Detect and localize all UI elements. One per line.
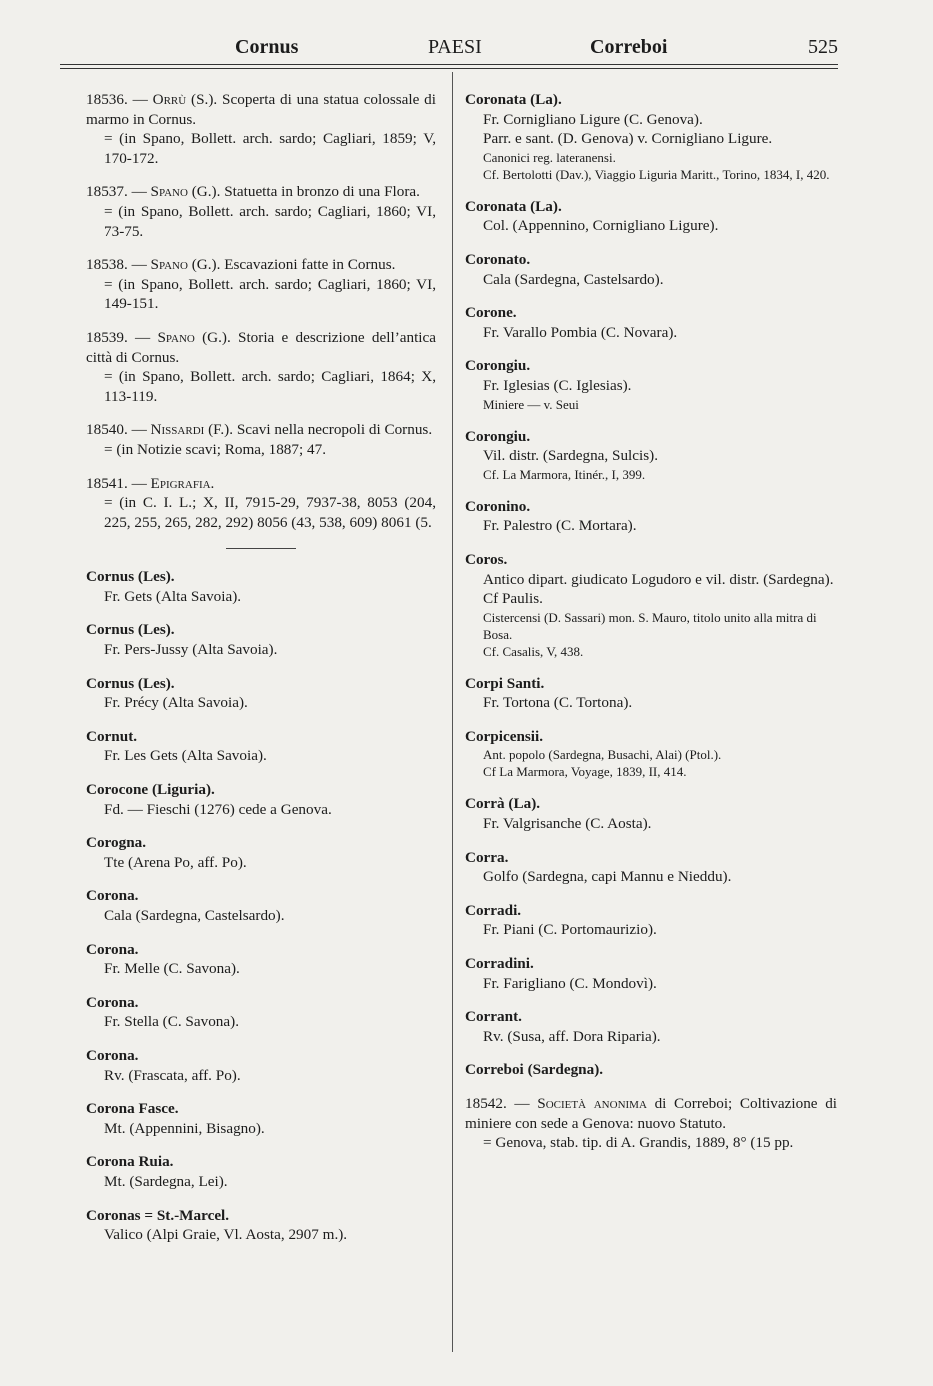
place-name: Corona. [86, 993, 139, 1011]
place-desc: Mt. (Sardegna, Lei). [104, 1172, 228, 1190]
entry-ref: = (in C. I. L.; X, II, 7915-29, 7937-38, 8053 (204, 225, 255, 265, 282, 292) 8056 (43, 538, 609) 8061 (5. [104, 494, 436, 531]
bib-entry [86, 474, 436, 533]
place-note: Cistercensi (D. Sassari) mon. S. Mauro, titolo unito alla mitra di Bosa. [483, 609, 817, 642]
place-name: Corrant. [465, 1008, 522, 1026]
place-name: Corradi. [465, 901, 522, 919]
place-desc: Cf Paulis. [483, 590, 543, 608]
place-name: Corone. [465, 304, 517, 322]
place-entry [465, 1060, 837, 1080]
bib-entry [86, 255, 436, 314]
place-note: Canonici reg. lateranensi. [483, 149, 616, 165]
place-desc: Golfo (Sardegna, capi Mannu e Nieddu). [483, 868, 732, 886]
place-name: Coros. [465, 550, 508, 568]
place-entry [86, 567, 436, 606]
place-entry [465, 303, 837, 342]
place-entry [465, 550, 837, 660]
place-name: Corona. [86, 1046, 139, 1064]
entry-title: Scoperta di una statua colossale di marmo in Cornus. [86, 91, 436, 128]
entry-author: Epigrafia. [150, 474, 215, 492]
place-note: Miniere — v. Seui [483, 396, 579, 412]
place-entry [465, 674, 837, 713]
place-name: Corrà (La). [465, 795, 541, 813]
entry-author: Spano (G.). [150, 256, 225, 274]
place-desc: Rv. (Susa, aff. Dora Riparia). [483, 1027, 661, 1045]
right-column [465, 90, 837, 1167]
place-desc: Rv. (Frascata, aff. Po). [104, 1066, 241, 1084]
entry-number: 18542. — [465, 1095, 538, 1112]
place-name: Cornus (Les). [86, 568, 175, 586]
place-entry [86, 1206, 436, 1245]
entry-ref: = Genova, stab. tip. di A. Grandis, 1889, 8° (15 pp. [483, 1134, 794, 1152]
place-name: Coronata (La). [465, 197, 562, 215]
place-desc: Fr. Piani (C. Portomaurizio). [483, 921, 657, 939]
place-entry [86, 780, 436, 819]
place-desc: Parr. e sant. (D. Genova) v. Cornigliano Ligure. [483, 130, 773, 148]
place-note: Cf. Casalis, V, 438. [483, 643, 584, 659]
place-desc: Mt. (Appennini, Bisagno). [104, 1119, 265, 1137]
place-desc: Cala (Sardegna, Castelsardo). [483, 270, 664, 288]
place-entry [465, 497, 837, 536]
place-entry [465, 197, 837, 236]
place-name: Corogna. [86, 834, 147, 852]
place-entry [86, 886, 436, 925]
place-name: Corra. [465, 848, 509, 866]
bib-entry [465, 1094, 837, 1153]
entry-number: 18540. — [86, 421, 151, 439]
place-entry [86, 1152, 436, 1191]
place-name: Cornus (Les). [86, 674, 175, 692]
place-desc: Fr. Valgrisanche (C. Aosta). [483, 815, 652, 833]
header-rule-2 [60, 68, 838, 69]
place-name: Corongiu. [465, 357, 531, 375]
place-name: Coronas = St.-Marcel. [86, 1206, 230, 1224]
place-desc: Antico dipart. giudicato Logudoro e vil. distr. (Sardegna). [483, 570, 834, 588]
place-desc: Fr. Stella (C. Savona). [104, 1013, 239, 1031]
entry-ref: = (in Spano, Bollett. arch. sardo; Cagliari, 1859; V, 170-172. [104, 130, 436, 167]
place-entry [86, 727, 436, 766]
place-entry [86, 833, 436, 872]
column-divider [452, 72, 453, 1352]
place-entry [465, 356, 837, 412]
place-name: Corradini. [465, 955, 534, 973]
place-desc: Fr. Gets (Alta Savoia). [104, 587, 242, 605]
entry-author: Spano (G.). [150, 183, 225, 201]
entry-ref: = (in Spano, Bollett. arch. sardo; Cagliari, 1860; VI, 73-75. [104, 202, 436, 240]
place-name: Corpicensii. [465, 727, 544, 745]
place-name: Corona. [86, 940, 139, 958]
entry-ref: = (in Spano, Bollett. arch. sardo; Cagliari, 1860; VI, 149-151. [104, 275, 436, 313]
page-header [60, 30, 838, 64]
separator-rule [226, 548, 296, 549]
place-desc: Fr. Les Gets (Alta Savoia). [104, 747, 267, 765]
entry-title: Escavazioni fatte in Cornus. [224, 256, 396, 274]
place-desc: Fr. Tortona (C. Tortona). [483, 694, 633, 712]
place-entry [465, 901, 837, 940]
place-name: Correboi (Sardegna). [465, 1061, 604, 1079]
entry-ref: = (in Spano, Bollett. arch. sardo; Cagliari, 1864; X, 113-119. [104, 368, 436, 405]
place-desc: Fd. — Fieschi (1276) cede a Genova. [104, 800, 332, 818]
entry-author: Spano (G.). [157, 328, 239, 346]
bib-entry [86, 328, 436, 406]
place-entry [86, 620, 436, 659]
place-desc: Fr. Cornigliano Ligure (C. Genova). [483, 110, 703, 128]
place-note: Ant. popolo (Sardegna, Busachi, Alai) (Ptol.). [483, 747, 722, 763]
place-desc: Fr. Pers-Jussy (Alta Savoia). [104, 641, 278, 659]
entry-number: 18537. — [86, 183, 151, 201]
entry-title: Scavi nella necropoli di Cornus. [236, 421, 433, 439]
place-desc: Valico (Alpi Graie, Vl. Aosta, 2907 m.). [104, 1226, 348, 1244]
place-note: Cf. La Marmora, Itinér., I, 399. [483, 466, 646, 482]
place-desc: Vil. distr. (Sardegna, Sulcis). [483, 447, 658, 465]
place-desc: Fr. Farigliano (C. Mondovì). [483, 974, 657, 992]
place-entry [465, 250, 837, 289]
place-note: Cf. Bertolotti (Dav.), Viaggio Liguria Maritt., Torino, 1834, I, 420. [483, 166, 830, 182]
entry-number: 18538. — [86, 256, 151, 274]
place-desc: Col. (Appennino, Cornigliano Ligure). [483, 217, 719, 235]
entry-author: Orrù (S.). [152, 91, 223, 108]
place-name: Coronato. [465, 250, 531, 268]
place-note: Cf La Marmora, Voyage, 1839, II, 414. [483, 764, 687, 780]
header-middle: PAESI [428, 36, 482, 58]
page-number: 525 [808, 36, 838, 58]
place-entry [86, 674, 436, 713]
place-entry [465, 848, 837, 887]
place-entry [465, 727, 837, 781]
place-desc: Fr. Précy (Alta Savoia). [104, 694, 248, 712]
bib-entry [86, 90, 436, 168]
place-name: Corona Ruia. [86, 1153, 174, 1171]
place-entry [465, 1007, 837, 1046]
header-right: Correboi [590, 36, 668, 58]
entry-title: di Correboi; Coltivazione di miniere con sede a Genova: nuovo Statuto. [465, 1095, 838, 1132]
place-name: Cornus (Les). [86, 621, 175, 639]
entry-number: 18539. — [86, 328, 158, 346]
entry-title: Statuetta in bronzo di una Flora. [224, 183, 420, 201]
place-desc: Fr. Varallo Pombia (C. Novara). [483, 323, 678, 341]
place-name: Corona Fasce. [86, 1100, 179, 1118]
entry-ref: = (in Notizie scavi; Roma, 1887; 47. [104, 440, 326, 458]
place-name: Corongiu. [465, 427, 531, 445]
left-column [86, 90, 436, 1259]
place-entry [86, 1099, 436, 1138]
place-entry [86, 993, 436, 1032]
place-name: Coronino. [465, 497, 531, 515]
entry-number: 18536. — [86, 91, 153, 108]
place-desc: Cala (Sardegna, Castelsardo). [104, 907, 285, 924]
place-entry [465, 954, 837, 993]
place-name: Corona. [86, 887, 139, 905]
entry-author: Società anonima [537, 1095, 655, 1112]
place-desc: Fr. Melle (C. Savona). [104, 960, 240, 978]
entry-number: 18541. — [86, 474, 151, 492]
place-desc: Fr. Iglesias (C. Iglesias). [483, 376, 632, 394]
bib-entry [86, 420, 436, 459]
place-entry [465, 427, 837, 483]
header-left: Cornus [235, 36, 299, 58]
entry-title: Storia e descrizione dell’antica città di Cornus. [86, 328, 437, 366]
place-name: Coronata (La). [465, 91, 562, 108]
place-entry [86, 1046, 436, 1085]
place-desc: Fr. Palestro (C. Mortara). [483, 517, 637, 535]
place-entry [465, 90, 837, 183]
place-entry [86, 940, 436, 979]
place-entry [465, 794, 837, 833]
place-desc: Tte (Arena Po, aff. Po). [104, 853, 247, 871]
place-name: Corocone (Liguria). [86, 781, 215, 799]
entry-author: Nissardi (F.). [150, 421, 237, 439]
header-rule [60, 64, 838, 65]
place-name: Corpi Santi. [465, 674, 545, 692]
place-name: Cornut. [86, 727, 138, 745]
bib-entry [86, 182, 436, 241]
